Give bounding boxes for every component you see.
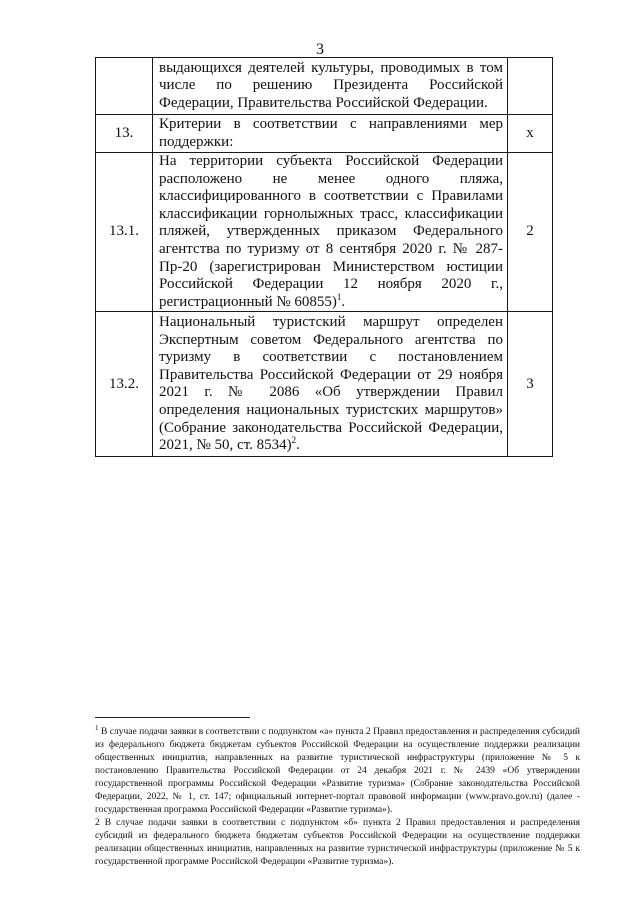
table-row-13-2 — [96, 312, 553, 457]
row-text — [153, 312, 508, 457]
row-number — [96, 58, 153, 115]
row-score: 3 — [508, 312, 553, 457]
footnote-mark: 1 — [95, 723, 99, 732]
row-text-tail: . — [341, 293, 346, 310]
footnote-ref-2: 2 — [291, 435, 297, 446]
row-score: x — [508, 115, 553, 153]
row-text: Критерии в соответствии с направлениями мер поддержки: — [153, 115, 508, 153]
row-text-body: На территории субъекта Российской Федерации расположено не менее одного пляжа, классифицированного в соответствии с Правилами классификации горнолыжных трасс, классификации пляжей, утвержденных приказом Федерального агентства по туризму от 8 сентября 2020 г. № 287-Пр-20 (зарегистрирован Министерством юстиции Российской Федерации 12 ноября 2020 г., регистрационный № 60855) — [159, 153, 503, 310]
row-number: 13.1. — [96, 153, 153, 312]
row-text-tail: . — [296, 437, 300, 454]
row-text-body: Национальный туристский маршрут определен Экспертным советом Федерального агентства по туризму в соответствии с постановлением Правительства Российской Федерации от 29 ноября 2021 г. № 2086 «Об утверждении Правил определения национальных туристских маршрутов» (Собрание законодательства Российской Федерации, 2021, № 50, ст. 8534) — [159, 313, 503, 454]
row-text — [153, 153, 508, 312]
footnote-1 — [95, 723, 581, 817]
footnote-text: В случае подачи заявки в соответствии с подпунктом «а» пункта 2 Правил предоставления и распределения субсидий из федерального бюджета бюджетам субъектов Российской Федерации на осуществление поддержки реализации общественных инициатив, направленных на развитие туристической инфраструктуры (приложение № 5 к постановлению Правительства Российской Федерации от 24 декабря 2021 г. № 2439 «Об утверждении государственной программы Российской Федерации «Развитие туризма» (Собрание законодательства Российской Федерации, 2022, № 1, ст. 147; официальный интернет-портал правовой информации (www.pravo.gov.ru) (далее - государственная программа Российской Федерации «Развитие туризма»). — [95, 727, 581, 815]
row-number: 13. — [96, 115, 153, 153]
footnote-mark: 2 — [95, 818, 100, 828]
table-row-13-1 — [96, 153, 553, 312]
footnote-2 — [95, 817, 580, 869]
criteria-table — [95, 57, 553, 457]
row-number: 13.2. — [96, 312, 153, 457]
row-score — [508, 58, 553, 115]
footnote-separator — [95, 717, 250, 718]
table-row-13 — [96, 115, 553, 153]
row-score: 2 — [508, 153, 553, 312]
footnotes — [95, 723, 581, 869]
row-text: выдающихся деятелей культуры, проводимых в том числе по решению Президента Российской Федерации, Правительства Российской Федерации. — [153, 58, 508, 115]
footnote-ref-1: 1 — [336, 291, 342, 302]
table-row-continuation — [96, 58, 553, 115]
page-number: 3 — [316, 41, 324, 58]
footnote-text: В случае подачи заявки в соответствии с подпунктом «б» пункта 2 Правил предоставления и распределения субсидий из федерального бюджета бюджетам субъектов Российской Федерации на осуществление поддержки реализации общественных инициатив, направленных на развитие туристической инфраструктуры (приложение № 5 к государственной программе Российской Федерации «Развитие туризма»). — [95, 818, 581, 867]
